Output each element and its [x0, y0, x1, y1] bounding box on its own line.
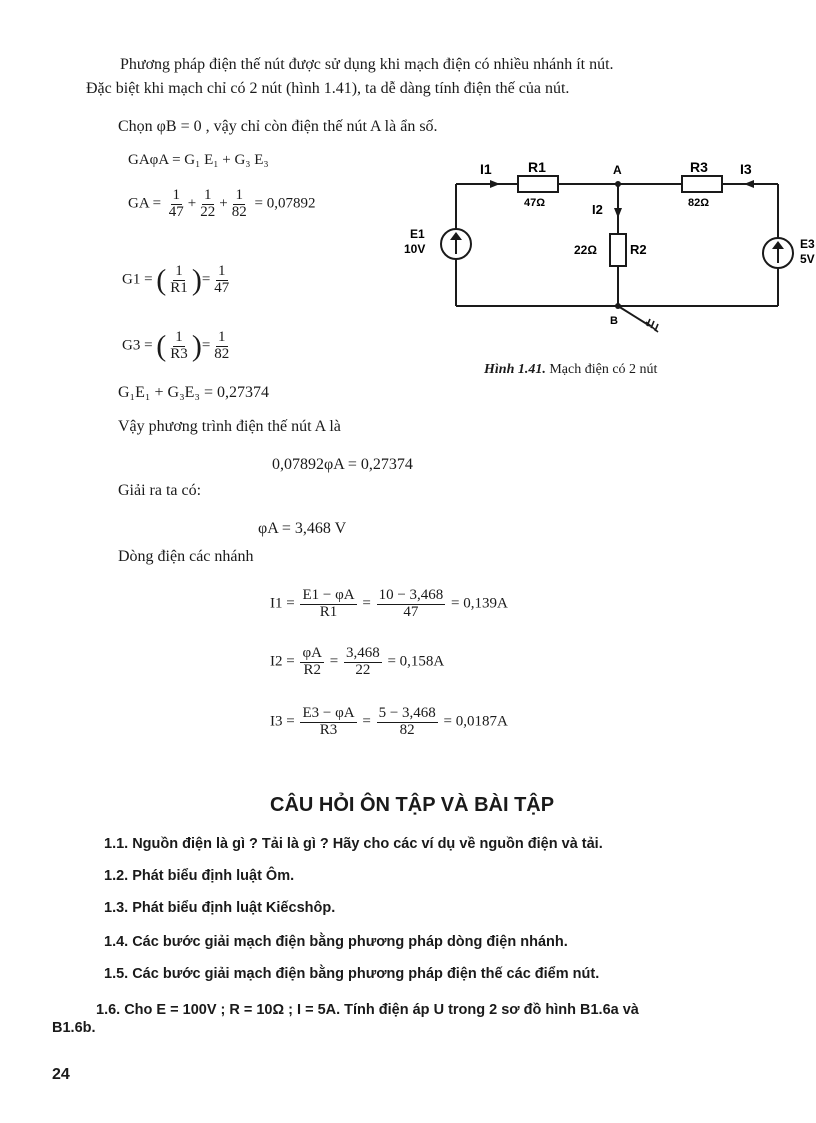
question-1-3: 1.3. Phát biểu định luật Kiếcshôp. — [104, 900, 336, 916]
circuit-diagram — [400, 156, 816, 346]
intro-line-2: Đặc biệt khi mạch chỉ có 2 nút (hình 1.41), ta dễ dàng tính điện thế của nút. — [86, 80, 570, 97]
fraction — [377, 706, 438, 739]
eq-ga-phia-rhs: = G₁ E₁ + G₃ E₃ — [172, 152, 269, 168]
fraction — [168, 264, 190, 297]
intro-line-3: Chọn φB = 0 , vậy chỉ còn điện thế nút A là ẩn số. — [118, 118, 438, 135]
eq-i2-result: = 0,158A — [387, 653, 445, 670]
label-i2: I2 — [592, 202, 603, 217]
label-r2-value: 22Ω — [574, 243, 597, 257]
fraction — [167, 188, 186, 221]
figure-caption — [484, 362, 657, 378]
eq-g3-lhs: G3 = — [122, 337, 153, 354]
arrow-i3-icon — [744, 180, 754, 188]
fraction — [377, 588, 446, 621]
eq-ga-phia — [128, 152, 269, 169]
denominator: R2 — [303, 661, 321, 678]
resistor-r3 — [682, 176, 722, 192]
numerator: 1 — [175, 263, 183, 279]
label-e3: E3 — [800, 237, 815, 251]
fraction — [212, 330, 231, 363]
numerator: 10 − 3,468 — [378, 587, 444, 603]
equals-sign: = — [362, 713, 371, 730]
eq-i2 — [270, 646, 444, 679]
branch-intro: Dòng điện các nhánh — [118, 548, 254, 565]
label-i3: I3 — [740, 161, 752, 177]
label-e1: E1 — [410, 227, 425, 241]
denominator: R3 — [170, 345, 188, 362]
denominator: 82 — [214, 345, 230, 362]
eq-i1-result: = 0,139A — [451, 595, 508, 612]
numerator: 5 − 3,468 — [378, 705, 436, 721]
numerator: 1 — [175, 329, 183, 345]
denominator: 47 — [214, 279, 230, 296]
eq-i1-lhs: I1 = — [270, 595, 295, 612]
eq-g3: G3 = ( $\frac{1}{R3}$ )= $\frac{1}{82}$ — [122, 329, 230, 363]
fraction — [300, 706, 356, 739]
resistor-r2 — [610, 234, 626, 266]
numerator: 1 — [218, 263, 226, 279]
numerator: φA — [302, 645, 322, 661]
denominator: R1 — [319, 603, 338, 620]
denominator: R1 — [170, 279, 188, 296]
node-eq: 0,07892φA = 0,27374 — [272, 456, 413, 473]
numerator: E3 − φA — [302, 705, 355, 721]
denominator: 82 — [399, 721, 415, 738]
fraction — [300, 646, 324, 679]
node-b-dot — [615, 303, 621, 309]
fraction — [212, 264, 231, 297]
eq-g1-lhs: G1 = — [122, 271, 153, 288]
phia-result: φA = 3,468 V — [258, 520, 347, 537]
question-1-2: 1.2. Phát biểu định luật Ôm. — [104, 868, 295, 884]
denominator: R3 — [319, 721, 338, 738]
numerator: E1 − φA — [302, 587, 355, 603]
label-i1: I1 — [480, 161, 492, 177]
label-r3: R3 — [690, 159, 708, 175]
denominator: 22 — [200, 203, 216, 220]
node-a-dot — [615, 181, 621, 187]
question-1-4: 1.4. Các bước giải mạch điện bằng phương pháp dòng điện nhánh. — [104, 934, 568, 950]
intro-line-1: Phương pháp điện thế nút được sử dụng khi mạch điện có nhiều nhánh ít nút. — [120, 56, 614, 73]
arrow-i1-icon — [490, 180, 500, 188]
eq-ga-phia-lhs: GAφA — [128, 152, 169, 168]
eq-i2-lhs: I2 = — [270, 653, 295, 670]
eq-i1 — [270, 588, 508, 621]
equals-sign: = — [329, 653, 339, 670]
numerator: 1 — [218, 329, 226, 345]
equals-sign: = — [362, 595, 371, 612]
label-node-b: B — [610, 315, 618, 327]
question-1-6-line-2: B1.6b. — [52, 1020, 96, 1036]
label-r1-value: 47Ω — [524, 197, 546, 209]
eq-i3-result: = 0,0187A — [443, 713, 508, 730]
solve-intro: Giải ra ta có: — [118, 482, 202, 499]
label-node-a: A — [613, 163, 622, 177]
figure-caption-label: Hình 1.41. — [484, 362, 546, 377]
fraction — [344, 646, 382, 679]
label-e3-value: 5V — [800, 252, 815, 266]
eq-i3 — [270, 706, 508, 739]
label-r3-value: 82Ω — [688, 197, 710, 209]
eq-ga-lhs: GA = — [128, 195, 162, 212]
label-e1-value: 10V — [404, 242, 426, 256]
label-r1: R1 — [528, 159, 546, 175]
numerator: 3,468 — [345, 645, 380, 661]
node-eq-intro: Vậy phương trình điện thế nút A là — [118, 418, 341, 435]
question-1-6-line-1: 1.6. Cho E = 100V ; R = 10Ω ; I = 5A. Tính điện áp U trong 2 sơ đồ hình B1.6a và — [96, 1002, 639, 1018]
section-title: CÂU HỎI ÔN TẬP VÀ BÀI TẬP — [270, 794, 555, 816]
eq-sum: G₁E₁ + G₃E₃ = 0,27374 — [118, 384, 270, 401]
label-r2: R2 — [630, 242, 647, 257]
fraction — [168, 330, 190, 363]
eq-i3-lhs: I3 = — [270, 713, 295, 730]
numerator: 1 — [172, 187, 181, 203]
resistor-r1 — [518, 176, 558, 192]
eq-ga: GA = $\frac{1}{47}$ + $\frac{1}{22}$ + $\frac{1}{82}$ = 0,07892 — [128, 187, 316, 220]
denominator: 82 — [231, 203, 247, 220]
denominator: 22 — [355, 661, 371, 678]
numerator: 1 — [204, 187, 212, 203]
eq-g1: G1 = ( $\frac{1}{R1}$ )= $\frac{1}{47}$ — [122, 263, 230, 297]
fraction — [300, 588, 356, 621]
fraction — [230, 188, 249, 221]
question-1-5: 1.5. Các bước giải mạch điện bằng phương pháp điện thế các điểm nút. — [104, 966, 600, 982]
arrow-i2-icon — [614, 208, 622, 218]
eq-ga-result: = 0,07892 — [254, 195, 316, 212]
numerator: 1 — [235, 187, 243, 203]
page-number: 24 — [52, 1066, 70, 1083]
ground-icon — [646, 319, 658, 332]
figure-caption-text: Mạch điện có 2 nút — [549, 362, 658, 377]
fraction — [198, 188, 217, 221]
denominator: 47 — [403, 603, 419, 620]
denominator: 47 — [168, 203, 184, 220]
question-1-1: 1.1. Nguồn điện là gì ? Tải là gì ? Hãy cho các ví dụ về nguồn điện và tải. — [104, 836, 603, 852]
